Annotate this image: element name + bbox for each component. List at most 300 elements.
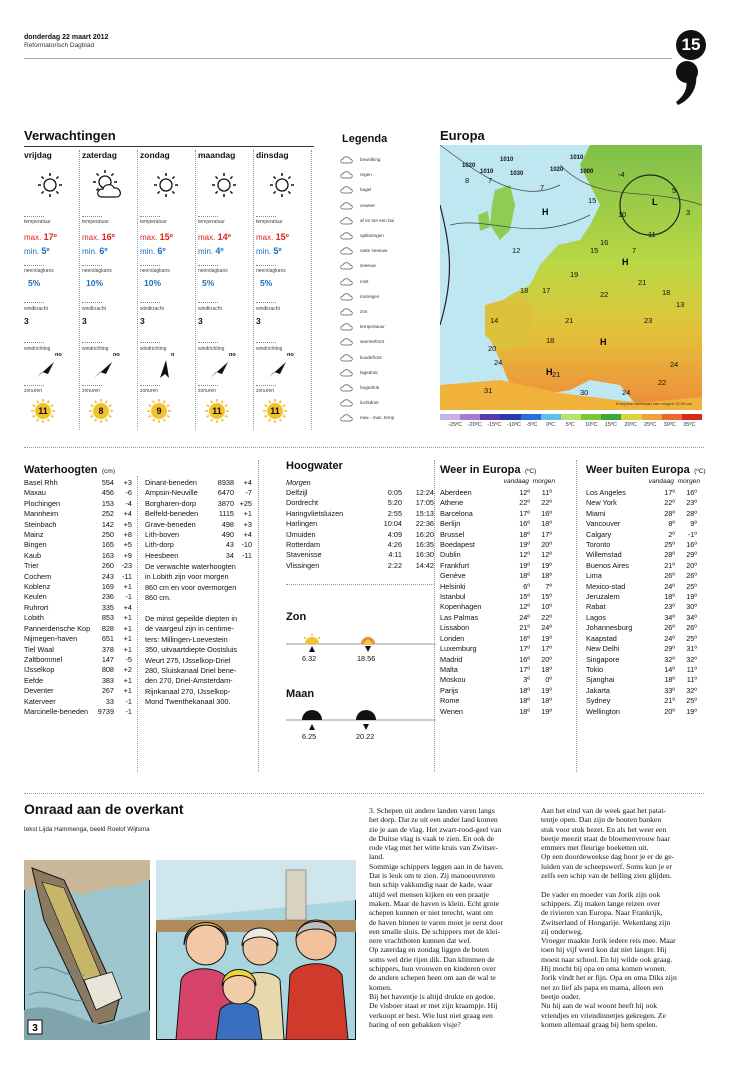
wind-label: windkracht: [198, 306, 222, 312]
table-cell: 3870: [217, 498, 234, 508]
moonrise-icon: [302, 710, 322, 720]
table-cell: 12º: [519, 488, 530, 497]
map-temperature: 8: [465, 176, 470, 185]
weer-buiten-table: [586, 488, 697, 717]
maan-title: Maan: [286, 688, 315, 700]
table-cell: Brussel: [440, 529, 465, 539]
table-row: [440, 675, 552, 685]
table-cell: Sydney: [586, 696, 611, 706]
pressure-marker-icon: H: [542, 207, 549, 217]
legend-label: mist: [360, 278, 369, 284]
map-temperature: 19: [570, 270, 579, 279]
table-cell: 26º: [686, 623, 697, 633]
table-cell: Vlissingen: [286, 560, 320, 570]
weer-buiten-title: Weer buiten Europa: [586, 464, 690, 476]
waterhoogten-table-2: [145, 478, 252, 561]
table-cell: 19º: [519, 540, 530, 550]
table-cell: +4: [123, 602, 132, 612]
temperature-label: temperatuur: [256, 219, 283, 225]
legend-label: max.- max. temp: [360, 415, 395, 421]
text-line: moest naar school. En hij wilde ook graag.: [541, 954, 673, 964]
table-row: [24, 478, 132, 488]
text-line: nere vrachtboten kunnen dat wel.: [369, 936, 472, 946]
table-row: [286, 550, 434, 560]
text-line: De verwachte waterhoogten: [145, 562, 236, 571]
table-row: [440, 561, 552, 571]
text-line: komen allemaal graag bij hem spelen.: [541, 1019, 658, 1029]
table-cell: +4: [243, 530, 252, 540]
text-line: 860 cm.: [145, 593, 171, 603]
moonrise-time: 6.25: [302, 732, 317, 741]
map-temperature: 21: [638, 278, 647, 287]
table-row: [24, 540, 132, 550]
weer-europa-heading: [440, 460, 536, 478]
isobar-label: 1020: [550, 167, 564, 173]
table-cell: 498: [221, 519, 234, 529]
table-row: [586, 707, 697, 717]
text-line: soms wel drie rijen dik. Dan klimmen de: [369, 954, 495, 964]
text-line: zelfs een schip van de helling zien glijden.: [541, 871, 672, 881]
table-cell: Bingen: [24, 540, 47, 550]
legend-label: hogedruk: [360, 385, 380, 390]
dotted-rule: [24, 385, 44, 386]
table-cell: Belfeld-beneden: [145, 509, 199, 519]
map-temperature: 11: [648, 230, 656, 239]
table-cell: 267: [101, 686, 114, 696]
moonset-marker: [363, 724, 369, 730]
table-cell: Jakarta: [586, 685, 610, 695]
forecast-day-name: zondag: [140, 150, 170, 160]
forecast-day-name: maandag: [198, 150, 236, 160]
table-cell: Athene: [440, 498, 464, 508]
table-cell: +1: [123, 623, 132, 633]
text-line: zie je aan de vlag. Het zwart-rood-geel van: [369, 824, 502, 834]
direction-label: windrichting: [82, 346, 109, 352]
table-row: [145, 488, 252, 498]
table-cell: 10º: [541, 602, 552, 612]
table-row: [586, 655, 697, 665]
scale-swatch: [642, 414, 663, 420]
isobar-label: 1000: [580, 169, 594, 175]
table-cell: Moskou: [440, 675, 466, 685]
table-cell: Dinant-beneden: [145, 478, 197, 487]
table-cell: Ampsin-Neuville: [145, 488, 198, 498]
table-cell: 17º: [519, 664, 530, 674]
min-value: 6º: [157, 246, 166, 256]
scale-label: 15ºC: [604, 422, 618, 428]
table-cell: Lima: [586, 571, 602, 581]
table-cell: Mexico-stad: [586, 581, 626, 591]
table-row: [586, 561, 697, 571]
precip-value: 5%: [28, 278, 41, 288]
table-cell: 16:20: [415, 529, 434, 539]
table-cell: Keulen: [24, 592, 47, 602]
legend-label: warmtefront: [360, 339, 385, 345]
text-line: luiden van de scheepswerf. Soms kun je er: [541, 861, 673, 871]
table-cell: Stavenisse: [286, 550, 322, 560]
table-cell: Tokio: [586, 664, 604, 674]
table-row: [586, 696, 697, 706]
table-cell: -23: [121, 561, 132, 571]
sunset-time: 18.56: [357, 654, 376, 663]
table-cell: Miami: [586, 508, 606, 518]
table-row: [286, 519, 434, 529]
text-line: net zo lief als papa en mama, alleen een: [541, 982, 664, 992]
table-cell: Kopenhagen: [440, 602, 482, 612]
wind-label: windkracht: [256, 306, 280, 312]
dotted-rule: [140, 385, 160, 386]
temperature-label: temperatuur: [140, 219, 167, 225]
table-row: [24, 697, 132, 707]
table-cell: 20º: [664, 706, 675, 716]
min-value: 5º: [41, 246, 50, 256]
table-cell: 21º: [664, 560, 675, 570]
table-cell: Berlijn: [440, 519, 461, 529]
dotted-rule: [198, 302, 218, 303]
table-cell: 26º: [664, 571, 675, 581]
table-row: [440, 592, 552, 602]
table-cell: Wenen: [440, 706, 463, 716]
table-cell: 19º: [541, 633, 552, 643]
table-cell: Plochingen: [24, 498, 61, 508]
table-row: [440, 623, 552, 633]
table-cell: Toronto: [586, 540, 611, 550]
table-cell: 26º: [686, 571, 697, 581]
table-cell: 21º: [519, 623, 530, 633]
hoogwater-table: [286, 488, 434, 571]
table-row: [24, 592, 132, 602]
table-cell: 30º: [686, 602, 697, 612]
scale-swatch: [561, 414, 582, 420]
table-cell: +1: [123, 644, 132, 654]
dotted-rule: [82, 265, 102, 266]
text-line: De minst gepeilde diepten in: [145, 614, 238, 623]
table-row: [24, 551, 132, 561]
precip-label: neerslagkans: [140, 268, 170, 274]
table-cell: 16:35: [415, 540, 434, 550]
table-cell: 17:05: [415, 498, 434, 508]
column-divider: [258, 460, 259, 772]
table-cell: 19º: [686, 706, 697, 716]
map-temperature: 24: [622, 388, 631, 397]
sunrise-marker: [309, 646, 315, 652]
direction-value: no: [229, 352, 236, 358]
table-row: [586, 540, 697, 550]
table-cell: +1: [123, 675, 132, 685]
table-cell: 28º: [664, 550, 675, 560]
table-cell: 456: [101, 488, 114, 498]
table-row: [586, 571, 697, 581]
table-cell: 3º: [523, 675, 530, 685]
text-line: de andere schepen heen om aan de wal te: [369, 973, 496, 983]
waterhoogten-note-2: [145, 614, 237, 708]
table-cell: Barcelona: [440, 508, 473, 518]
table-cell: Luxemburg: [440, 644, 477, 654]
table-row: [24, 572, 132, 582]
legend-symbol-icon: [340, 170, 354, 180]
table-cell: 34º: [686, 612, 697, 622]
section-divider: [24, 793, 704, 794]
max-temp: [256, 232, 289, 242]
text-line: De vader en moeder van Jorik zijn ook: [541, 889, 661, 899]
table-cell: Wellington: [586, 706, 620, 716]
table-cell: 17º: [541, 644, 552, 654]
table-cell: 243: [101, 571, 114, 581]
legend-label: onweer: [360, 202, 376, 208]
table-cell: Kaapstad: [586, 633, 617, 643]
table-cell: Los Angeles: [586, 488, 626, 497]
legend-label: regen: [360, 172, 372, 178]
scale-label: -20ºC: [467, 422, 482, 428]
wind-label: windkracht: [140, 306, 164, 312]
direction-value: no: [55, 352, 62, 358]
text-line: de vaargeul zijn in centime-: [145, 624, 234, 634]
table-cell: Trier: [24, 561, 39, 571]
dotted-rule: [82, 302, 102, 303]
dotted-rule: [198, 265, 218, 266]
legend-label: motregen: [360, 293, 380, 299]
table-cell: 9739: [97, 706, 114, 716]
scale-label: 10ºC: [585, 422, 598, 428]
table-cell: 29º: [664, 644, 675, 654]
table-row: [145, 499, 252, 509]
sunrise-time: 6.32: [302, 654, 317, 663]
min-label: min.: [198, 247, 214, 256]
table-cell: +1: [243, 509, 252, 519]
table-cell: 16º: [519, 654, 530, 664]
sun-cloud-icon: [92, 170, 124, 200]
legend-label: natte sneeuw: [360, 248, 388, 254]
table-cell: 34º: [664, 612, 675, 622]
table-cell: 12º: [541, 550, 552, 560]
legend-label: temperatuur: [360, 324, 385, 330]
table-row: [586, 634, 697, 644]
table-row: [586, 488, 697, 498]
sun-icon: [34, 170, 66, 200]
map-temperature: 24: [494, 358, 503, 367]
table-cell: 25º: [686, 696, 697, 706]
table-row: [586, 498, 697, 508]
isobar-label: 1010: [480, 169, 494, 175]
isobar-label: 1010: [570, 155, 584, 161]
table-row: [145, 509, 252, 519]
text-line: in Lobith zijn voor morgen: [145, 572, 229, 582]
table-row: [145, 520, 252, 530]
wind-label: windkracht: [82, 306, 106, 312]
wind-value: 3: [82, 316, 87, 326]
table-cell: 14º: [664, 664, 675, 674]
dotted-rule: [24, 302, 44, 303]
table-cell: 16:30: [415, 550, 434, 560]
weer-europa-colheads: [440, 478, 555, 485]
min-value: 6º: [99, 246, 108, 256]
pressure-marker-icon: L: [652, 197, 658, 207]
max-label: max.: [198, 233, 216, 242]
table-cell: +9: [123, 550, 132, 560]
dotted-rule: [198, 216, 218, 217]
legend-label: koudefront: [360, 354, 382, 360]
table-cell: 28º: [664, 508, 675, 518]
wind-value: 3: [140, 316, 145, 326]
dotted-rule: [256, 385, 276, 386]
map-temperature: 20: [488, 344, 497, 353]
table-cell: Haringvlietsluizen: [286, 508, 344, 518]
legend-label: af en toe een bui: [360, 217, 395, 223]
table-cell: +2: [123, 665, 132, 675]
table-cell: Dublin: [440, 550, 461, 560]
table-row: [440, 488, 552, 498]
legend-symbol-icon: [340, 277, 354, 287]
table-row: [145, 478, 252, 488]
map-temperature: 7: [540, 183, 545, 192]
text-line: 860 cm en voor overmorgen: [145, 582, 237, 592]
table-row: [24, 488, 132, 498]
table-cell: 17º: [519, 644, 530, 654]
table-row: [145, 540, 252, 550]
text-line: een smalle sluis. De schippers met de klei-: [369, 926, 501, 936]
table-cell: 383: [101, 675, 114, 685]
direction-label: windrichting: [198, 346, 225, 352]
map-temperature: 7: [632, 246, 637, 255]
table-cell: 25º: [686, 581, 697, 591]
text-line: schippers. Zij maken lange reizen over: [541, 898, 661, 908]
map-temperature: 15: [590, 246, 599, 255]
table-cell: 554: [101, 478, 114, 487]
table-cell: 0º: [545, 675, 552, 685]
table-row: [586, 519, 697, 529]
scale-swatch: [521, 414, 542, 420]
table-row: [24, 582, 132, 592]
scale-swatch: [440, 414, 461, 420]
table-cell: 18º: [541, 696, 552, 706]
table-row: [24, 561, 132, 571]
table-row: [440, 509, 552, 519]
table-cell: 19º: [686, 592, 697, 602]
table-cell: 28º: [686, 508, 697, 518]
table-row: [440, 696, 552, 706]
text-line: Aan het eind van de week gaat het patat-: [541, 806, 667, 815]
text-line: den 270, Driel-Amsterdam-: [145, 676, 233, 686]
text-line: hun schip vakkundig naar de kade, waar: [369, 880, 493, 890]
dotted-rule: [82, 342, 102, 343]
text-line: verkoopt er best. Wie lust niet graag een: [369, 1010, 493, 1020]
table-cell: 335: [101, 602, 114, 612]
table-cell: Genève: [440, 571, 466, 581]
weer-europa-table: [440, 488, 552, 717]
scale-label: 25ºC: [644, 422, 657, 428]
map-temperature: 3: [686, 208, 691, 217]
story-title: Onraad aan de overkant: [24, 801, 184, 817]
table-row: [440, 634, 552, 644]
table-cell: 4:09: [387, 529, 402, 539]
text-line: de rivieren van Europa. Naar Frankrijk,: [541, 908, 663, 918]
table-cell: 18º: [541, 571, 552, 581]
table-cell: 22º: [519, 498, 530, 508]
table-cell: 18º: [519, 696, 530, 706]
europe-weather-map: [440, 145, 702, 410]
forecast-day-name: zaterdag: [82, 150, 117, 160]
table-cell: Singapore: [586, 654, 620, 664]
text-line: maken. Maar de haven is klein. Echt grote: [369, 898, 500, 908]
map-temperature: 21: [565, 316, 574, 325]
table-row: [440, 613, 552, 623]
legend-label: lagedruk: [360, 369, 378, 375]
direction-value: no: [113, 352, 120, 358]
table-cell: 252: [101, 509, 114, 519]
legend-symbol-icon: [340, 231, 354, 241]
direction-value: n: [171, 352, 175, 358]
table-row: [440, 498, 552, 508]
table-cell: Sjanghai: [586, 675, 615, 685]
table-cell: Johannesburg: [586, 623, 633, 633]
table-cell: 32º: [686, 685, 697, 695]
table-cell: Tiel Waal: [24, 644, 54, 654]
map-temperature: 18: [662, 288, 671, 297]
map-temperature: 23: [644, 316, 653, 325]
text-line: zij onderweg.: [541, 926, 583, 936]
table-cell: 5:20: [387, 498, 402, 508]
table-cell: 9º: [690, 519, 697, 529]
table-cell: Jeruzalem: [586, 592, 620, 602]
table-cell: 32º: [664, 654, 675, 664]
table-cell: 18º: [541, 519, 552, 529]
table-cell: 16º: [541, 508, 552, 518]
table-cell: 12º: [519, 550, 530, 560]
table-row: [24, 624, 132, 634]
dotted-rule: [82, 216, 102, 217]
table-cell: Kaub: [24, 550, 42, 560]
map-note: Europese weerkaart van morgen 12.00 uur: [615, 401, 692, 406]
legend-label: hagel: [360, 187, 372, 193]
wind-value: 3: [24, 316, 29, 326]
max-value: 15º: [275, 232, 289, 242]
table-row: [586, 592, 697, 602]
table-cell: 23º: [686, 498, 697, 508]
column-divider: [434, 460, 435, 772]
table-cell: 4:11: [388, 550, 402, 560]
legend-symbol-icon: [340, 383, 354, 393]
moonset-icon: [356, 710, 376, 720]
table-cell: 15:13: [415, 508, 434, 518]
legend-symbol-icon: [340, 307, 354, 317]
dotted-rule: [140, 216, 160, 217]
col-tomorrow: morgen: [532, 478, 555, 485]
table-cell: Lith-dorp: [145, 540, 174, 550]
table-cell: Aberdeen: [440, 488, 472, 497]
min-temp: [82, 246, 108, 256]
table-cell: Frankfurt: [440, 560, 470, 570]
table-cell: 21º: [664, 696, 675, 706]
text-line: 3. Schepen uit andere landen varen langs: [369, 806, 495, 815]
scale-swatch: [581, 414, 602, 420]
table-row: [286, 509, 434, 519]
table-cell: -7: [245, 488, 252, 498]
table-cell: Borgharen-dorp: [145, 498, 197, 508]
table-cell: +1: [123, 613, 132, 623]
table-row: [145, 530, 252, 540]
table-row: [286, 488, 434, 498]
map-temperature: 13: [676, 300, 685, 309]
table-cell: 24º: [541, 623, 552, 633]
weer-europa-title: Weer in Europa: [440, 464, 521, 476]
table-row: [586, 623, 697, 633]
legend-symbol-icon: [340, 353, 354, 363]
table-row: [24, 499, 132, 509]
table-cell: Grave-beneden: [145, 519, 196, 529]
table-cell: 17º: [664, 488, 675, 497]
table-cell: 2:55: [387, 508, 402, 518]
table-cell: 853: [101, 613, 114, 623]
